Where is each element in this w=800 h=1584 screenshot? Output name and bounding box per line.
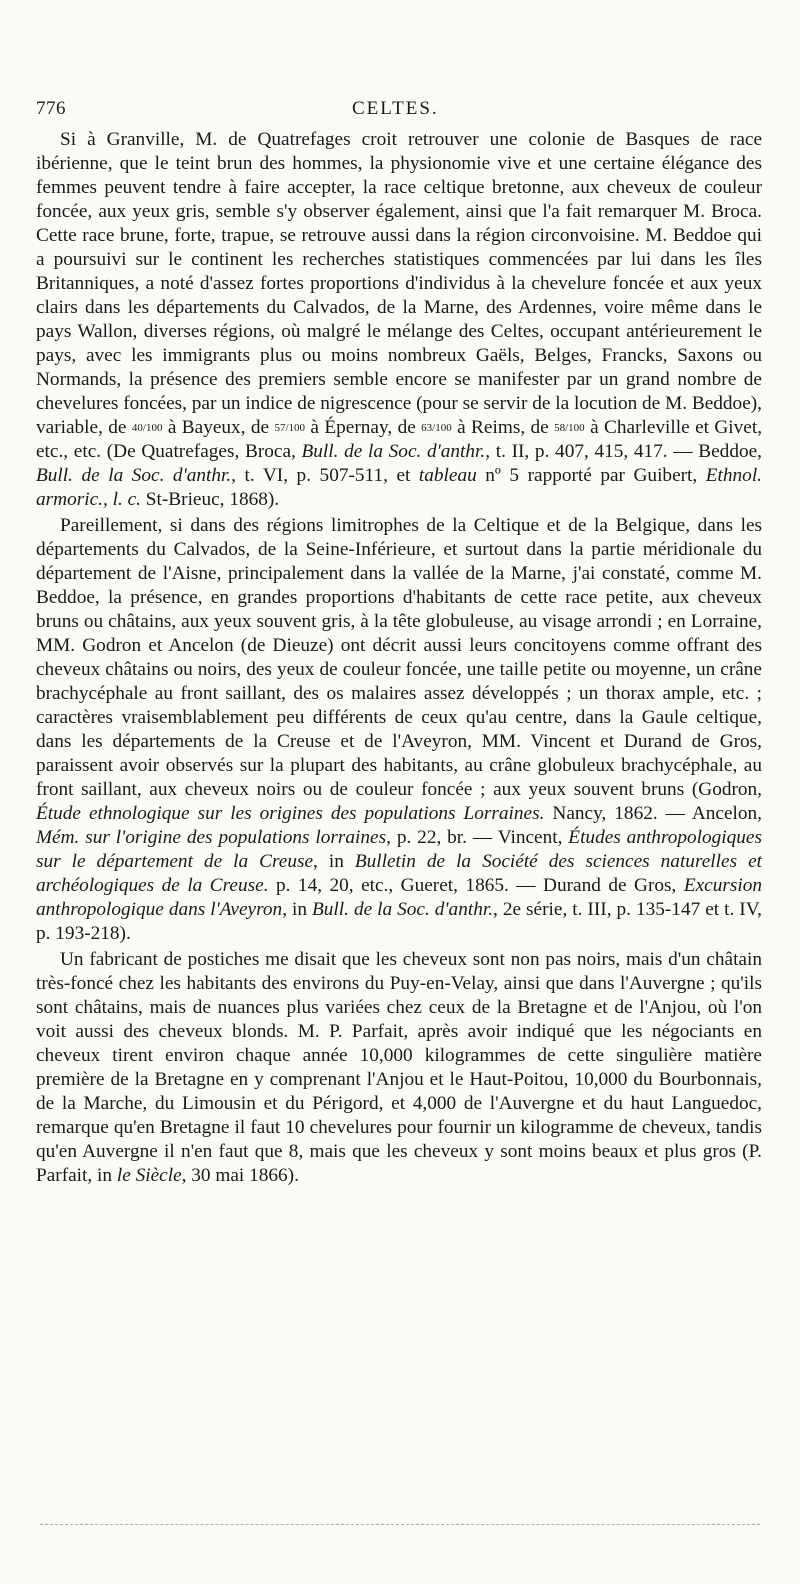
italic-citation: Bull. de la Soc. d'anthr. (36, 465, 232, 486)
page-number: 776 (36, 98, 66, 119)
italic-citation: tableau (418, 465, 477, 486)
body-text (36, 128, 762, 1188)
text-run: à Épernay, de (305, 417, 422, 438)
fraction: 63/100 (421, 422, 452, 434)
text-run: , 2e série, t. III, p. 135-147 et t. IV, p. 193-218). (36, 899, 762, 944)
paragraph-1 (36, 128, 762, 512)
text-run: à Reims, de (451, 417, 555, 438)
text-run: St-Brieuc, 1868). (140, 489, 280, 510)
fraction: 40/100 (131, 422, 163, 434)
text-run: , in (282, 899, 312, 920)
text-run: , 30 mai 1866). (181, 1165, 299, 1186)
text-run: à Bayeux, de (162, 417, 275, 438)
italic-citation: Études anthropologiques sur le département de la Creuse (36, 827, 762, 872)
text-run: Un fabricant de postiches me disait que les cheveux sont non pas noirs, mais d'un châtain très-foncé chez les habitants des environs du Puy-en-Velay, ainsi que dans l'Auvergne ; qu'ils sont châtains, mais de nuances plus variées chez ceux de la Bretagne et de l'Anjou, où l'on voit aussi des cheveux blonds. M. P. Parfait, après avoir indiqué que les négociants en cheveux tirent environ chaque année 10,000 kilogrammes de cette singulière matière première de la Bretagne en y comprenant l'Anjou et le Haut-Poitou, 10,000 du Bourbonnais, de la Marche, du Limousin et du Périgord, et 4,000 de l'Auvergne et du haut Languedoc, remarque qu'en Bretagne il faut 10 chevelures pour fournir un kilogramme de cheveux, tandis qu'en Auvergne il n'en faut que 8, mais que les cheveux y sont moins beaux et plus gros (P. Parfait, in (36, 949, 762, 1186)
bottom-rule (40, 1524, 760, 1525)
italic-citation: Bull. de la Soc. d'anthr. (312, 899, 494, 920)
text-run: à Charleville et Givet, etc., etc. (De Quatrefages, Broca, (36, 417, 763, 462)
text-run: Nancy, 1862. — Ancelon, (544, 803, 762, 824)
paragraph-3 (36, 948, 762, 1188)
text-run: Si à Granville, M. de Quatrefages croit retrouver une colonie de Basques de race ibérienne, que le teint brun des hommes, la physionomie vive et une certaine élégance des femmes peuvent tendre à faire accepter, la race celtique bretonne, aux cheveux de couleur foncée, aux yeux gris, semble s'y observer également, ainsi que l'a fait remarquer M. Broca. Cette race brune, forte, trapue, se retrouve aussi dans la région circonvoisine. M. Beddoe qui a poursuivi sur le continent les recherches statistiques commencées par lui dans les îles Britanniques, a noté d'assez fortes proportions d'individus à la chevelure foncée et aux yeux clairs dans les départements du Calvados, de la Marne, des Ardennes, voire même dans le pays Wallon, diverses régions, où malgré le mélange des Celtes, occupant antérieurement le pays, avec les immigrants plus ou moins nombreux Gaëls, Belges, Francks, Saxons ou Normands, la présence des premiers semble encore se manifester par un grand nombre de chevelures foncées, par un indice de nigrescence (pour se servir de la locution de M. Beddoe), variable, de (36, 129, 762, 438)
text-run: p. 14, 20, etc., Gueret, 1865. — Durand de Gros, (268, 875, 684, 896)
text-run: , p. 22, br. — Vincent, (386, 827, 569, 848)
text-run: , in (313, 851, 355, 872)
italic-citation: Ethnol. armoric., l. c. (36, 465, 762, 510)
paragraph-2 (36, 514, 762, 946)
italic-citation: Excursion anthropologique dans l'Aveyron (36, 875, 762, 920)
running-head: CELTES. (352, 98, 439, 119)
italic-citation: Étude ethnologique sur les origines des populations Lorraines. (36, 803, 545, 824)
text-run: nº 5 rapporté par Guibert, (476, 465, 706, 486)
text-run: , t. II, p. 407, 415, 417. — Beddoe, (485, 441, 762, 462)
italic-citation: Bull. de la Soc. d'anthr. (301, 441, 486, 462)
italic-citation: Mém. sur l'origine des populations lorraines (36, 827, 387, 848)
fraction: 57/100 (274, 422, 306, 434)
italic-citation: Bulletin de la Société des sciences naturelles et archéologiques de la Creuse. (36, 851, 762, 896)
fraction: 58/100 (554, 422, 585, 434)
italic-citation: le Siècle (116, 1165, 182, 1186)
text-run: , t. VI, p. 507-511, et (231, 465, 419, 486)
text-run: Pareillement, si dans des régions limitrophes de la Celtique et de la Belgique, dans les départements du Calvados, de la Seine-Inférieure, et surtout dans la partie méridionale du département de l'Aisne, principalement dans la vallée de la Marne, j'ai constaté, comme M. Beddoe, la présence, en grandes proportions d'habitants de cette race petite, aux cheveux bruns ou châtains, aux yeux souvent gris, à la tête globuleuse, au visage arrondi ; en Lorraine, MM. Godron et Ancelon (de Dieuze) ont décrit aussi leurs concitoyens comme offrant des cheveux châtains ou noirs, des yeux de couleur foncée, une taille petite ou moyenne, un crâne brachycéphale au front saillant, des os malaires assez développés ; un thorax ample, etc. ; caractères vraisemblablement peu différents de ceux qu'au centre, dans la Gaule celtique, dans les départements de la Creuse et de l'Aveyron, MM. Vincent et Durand de Gros, paraissent avoir observés sur la plupart des habitants, au crâne globuleux brachycéphale, au front saillant, aux cheveux noirs ou de couleur foncée ; aux yeux souvent bruns (Godron, (36, 515, 762, 800)
